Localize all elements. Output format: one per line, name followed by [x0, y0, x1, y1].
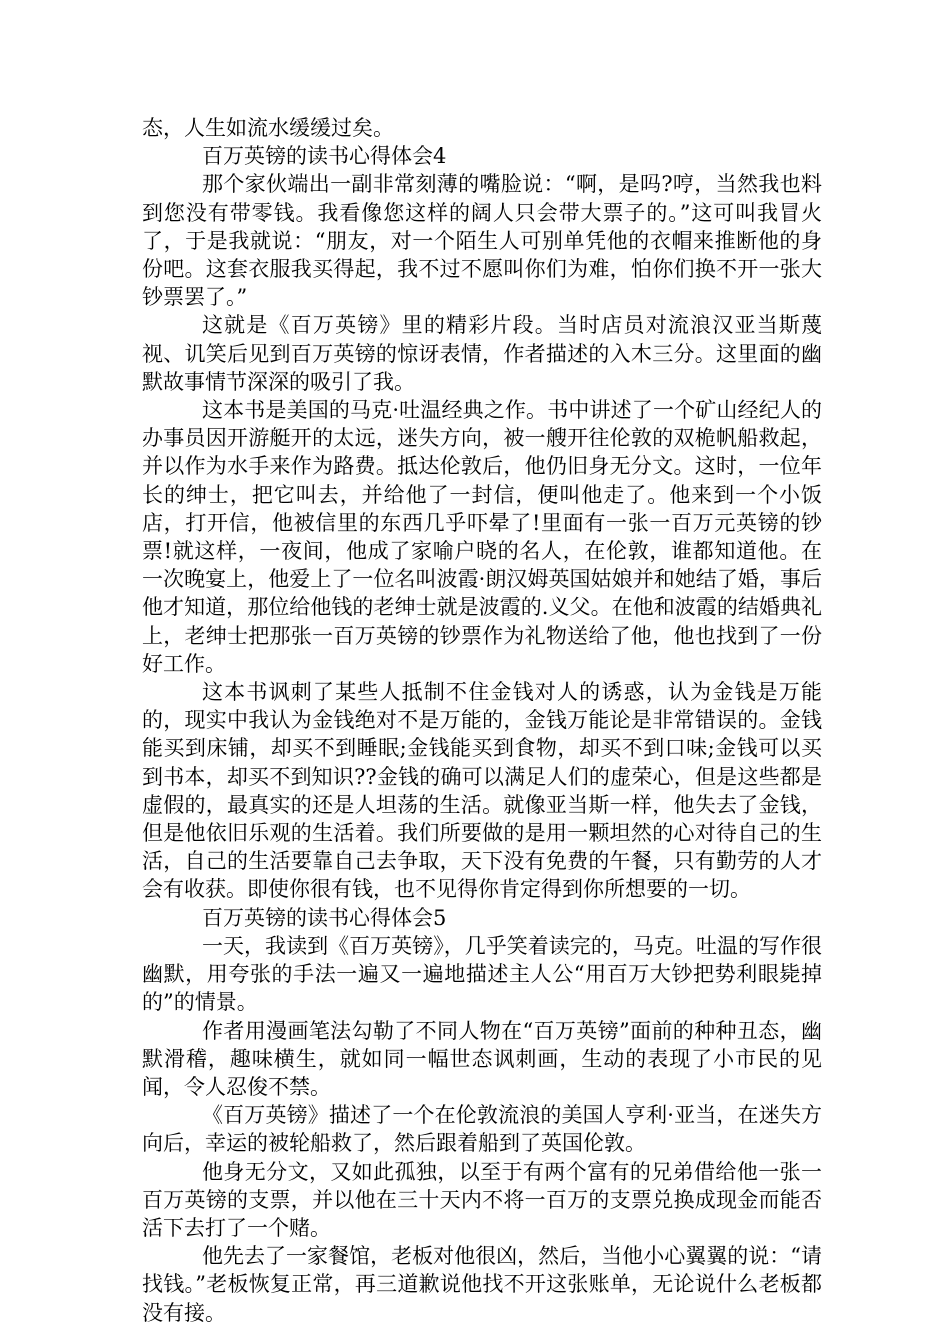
paragraph: 这本书是美国的马克·吐温经典之作。书中讲述了一个矿山经纪人的办事员因开游艇开的太远，迷失方向，被一艘开往伦敦的双桅帆船救起，并以作为水手来作为路费。抵达伦敦后，他仍旧身无分文。这时，一位年长的绅士，把它叫去，并给他了一封信，便叫他走了。他来到一个小饭店，打开信，他被信里的东西几乎吓晕了!里面有一张一百万元英镑的钞票!就这样，一夜间，他成了家喻户晓的名人，在伦敦，谁都知道他。在一次晚宴上，他爱上了一位名叫波霞·朗汉姆英国姑娘并和她结了婚，事后他才知道，那位给他钱的老绅士就是波霞的.义父。在他和波霞的结婚典礼上，老绅士把那张一百万英镑的钞票作为礼物送给了他，他也找到了一份好工作。 [142, 398, 822, 676]
paragraph-continuation: 态，人生如流水缓缓过矣。 [142, 116, 394, 140]
paragraph: 这本书讽刺了某些人抵制不住金钱对人的诱惑，认为金钱是万能的，现实中我认为金钱绝对不是万能的，金钱万能论是非常错误的。金钱能买到床铺，却买不到睡眠;金钱能买到食物，却买不到口味;金钱可以买到书本，却买不到知识??金钱的确可以满足人们的虚荣心，但是这些都是虚假的，最真实的还是人坦荡的生活。就像亚当斯一样，他失去了金钱，但是他依旧乐观的生活着。我们所要做的是用一颗坦然的心对待自己的生活，自己的生活要靠自己去争取，天下没有免费的午餐，只有勤劳的人才会有收获。即使你很有钱，也不见得你肯定得到你所想要的一切。 [142, 680, 822, 902]
section-heading-5: 百万英镑的读书心得体会5 [202, 905, 447, 930]
paragraph: 《百万英镑》描述了一个在伦敦流浪的美国人亨利·亚当，在迷失方向后，幸运的被轮船救了，然后跟着船到了英国伦敦。 [142, 1103, 822, 1156]
paragraph: 这就是《百万英镑》里的精彩片段。当时店员对流浪汉亚当斯蔑视、讥笑后见到百万英镑的惊讶表情，作者描述的入木三分。这里面的幽默故事情节深深的吸引了我。 [142, 313, 822, 394]
paragraph: 他身无分文，又如此孤独，以至于有两个富有的兄弟借给他一张一百万英镑的支票，并以他在三十天内不将一百万的支票兑换成现金而能否活下去打了一个赌。 [142, 1159, 822, 1240]
paragraph: 一天，我读到《百万英镑》，几乎笑着读完的，马克。吐温的写作很幽默，用夸张的手法一遍又一遍地描述主人公“用百万大钞把势利眼毙掉的”的情景。 [142, 933, 822, 1015]
section-heading-4: 百万英镑的读书心得体会4 [202, 144, 447, 169]
paragraph: 那个家伙端出一副非常刻薄的嘴脸说：“啊，是吗?哼，当然我也料到您没有带零钱。我看像您这样的阔人只会带大票子的。”这可叫我冒火了，于是我就说：“朋友，对一个陌生人可别单凭他的衣帽来推断他的身份吧。这套衣服我买得起，我不过不愿叫你们为难，怕你们换不开一张大钞票罢了。” [142, 172, 822, 310]
document-page [142, 114, 822, 1327]
paragraph: 作者用漫画笔法勾勒了不同人物在“百万英镑”面前的种种丑态，幽默滑稽，趣味横生，就如同一幅世态讽刺画，生动的表现了小市民的见闻，令人忍俊不禁。 [142, 1018, 822, 1099]
paragraph: 他先去了一家餐馆，老板对他很凶，然后，当他小心翼翼的说：“请找钱。”老板恢复正常，再三道歉说他找不开这张账单，无论说什么老板都没有接。 [142, 1244, 822, 1325]
